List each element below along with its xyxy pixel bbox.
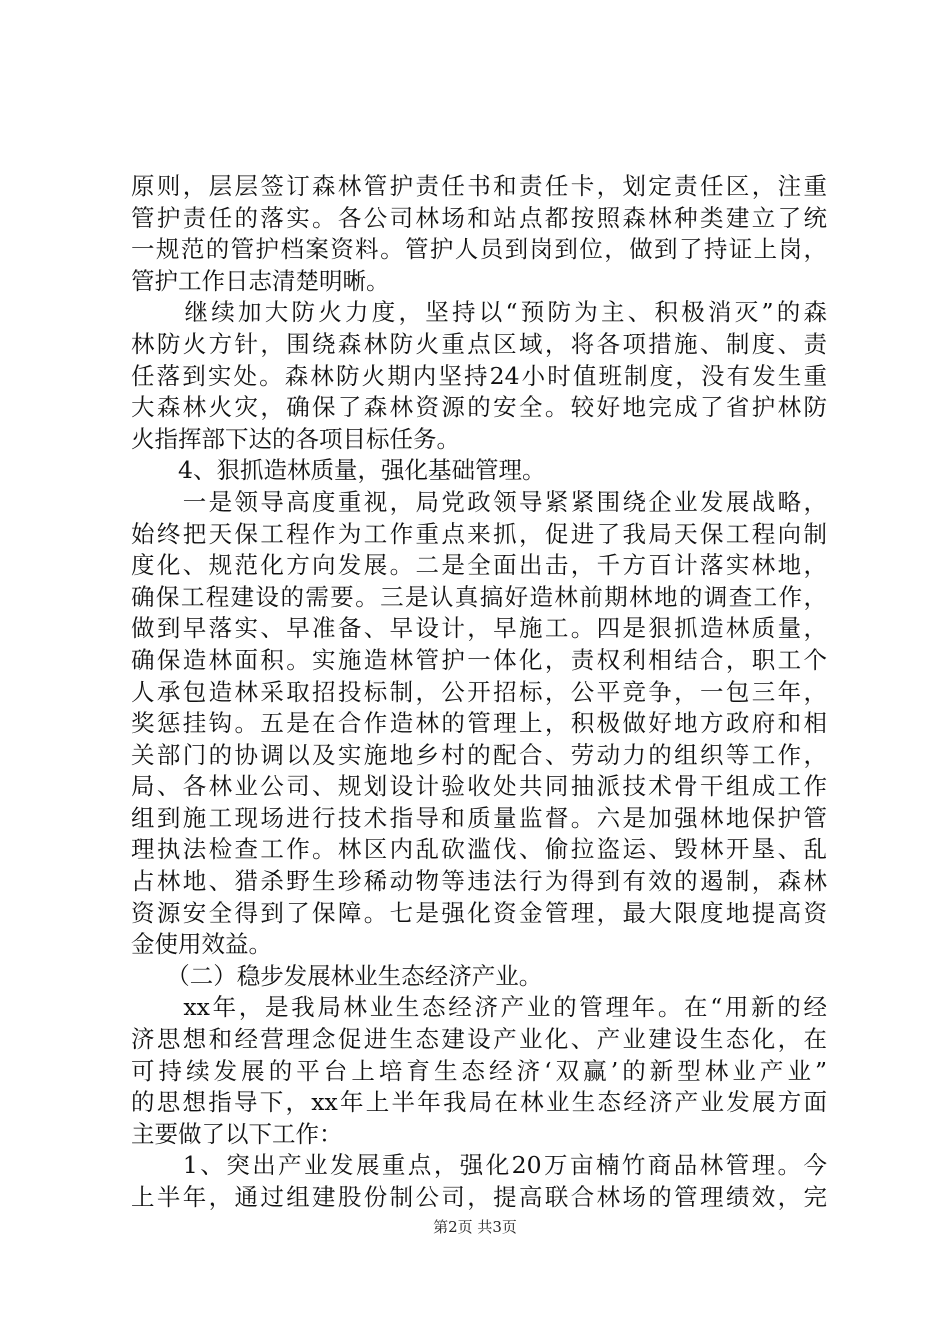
text-line: 度化、规范化方向发展。二是全面出击，千方百计落实林地， [131,551,827,580]
text-line: 火指挥部下达的各项目标任务。 [131,424,460,453]
text-line: 确保工程建设的需要。三是认真搞好造林前期林地的调查工作， [131,582,827,611]
text-line: 金使用效益。 [131,930,272,959]
text-line: 4、狠抓造林质量，强化基础管理。 [131,456,546,485]
text-line: xx年，是我局林业生态经济产业的管理年。在“用新的经 [131,993,827,1022]
text-line: 资源安全得到了保障。七是强化资金管理，最大限度地提高资 [131,898,827,927]
text-line: 上半年，通过组建股份制公司，提高联合林场的管理绩效，完 [131,1183,827,1211]
text-line: 管护责任的落实。各公司林场和站点都按照森林种类建立了统 [131,203,827,232]
text-line: 主要做了以下工作： [131,1119,343,1148]
text-line: 一是领导高度重视，局党政领导紧紧围绕企业发展战略， [131,487,827,516]
text-line: 大森林火灾，确保了森林资源的安全。较好地完成了省护林防 [131,393,827,422]
text-line: 确保造林面积。实施造林管护一体化，责权利相结合，职工个 [131,645,827,674]
text-line: 原则，层层签订森林管护责任书和责任卡，划定责任区，注重 [131,172,827,200]
text-line: （二）稳步发展林业生态经济产业。 [131,961,543,990]
text-line: 任落到实处。森林防火期内坚持24小时值班制度，没有发生重 [131,361,827,390]
text-line: 理执法检查工作。林区内乱砍滥伐、偷拉盗运、毁林开垦、乱 [131,835,827,864]
text-line: 林防火方针，围绕森林防火重点区域，将各项措施、制度、责 [131,329,827,358]
text-line: 管护工作日志清楚明晰。 [131,266,390,295]
text-line: 济思想和经营理念促进生态建设产业化、产业建设生态化，在 [131,1025,827,1054]
text-line: 局、各林业公司、规划设计验收处共同抽派技术骨干组成工作 [131,772,827,801]
text-line: 的思想指导下，xx年上半年我局在林业生态经济产业发展方面 [131,1088,827,1117]
page-number-footer: 第2页 共3页 [433,1218,517,1236]
text-line: 一规范的管护档案资料。管护人员到岗到位，做到了持证上岗， [131,235,827,264]
document-body [131,171,827,1214]
text-line: 奖惩挂钩。五是在合作造林的管理上，积极做好地方政府和相 [131,709,827,738]
text-line: 关部门的协调以及实施地乡村的配合、劳动力的组织等工作， [131,740,827,769]
text-line: 占林地、猎杀野生珍稀动物等违法行为得到有效的遏制，森林 [131,867,827,896]
text-line: 继续加大防火力度，坚持以“预防为主、积极消灭”的森 [131,298,827,327]
text-line: 始终把天保工程作为工作重点来抓，促进了我局天保工程向制 [131,519,827,548]
text-line: 组到施工现场进行技术指导和质量监督。六是加强林地保护管 [131,803,827,832]
text-line: 1、突出产业发展重点，强化20万亩楠竹商品林管理。今 [131,1151,827,1180]
text-line: 可持续发展的平台上培育生态经济‘双赢’的新型林业产业” [131,1056,827,1085]
text-line: 做到早落实、早准备、早设计，早施工。四是狠抓造林质量， [131,614,827,643]
text-line: 人承包造林采取招投标制，公开招标，公平竞争，一包三年， [131,677,827,706]
